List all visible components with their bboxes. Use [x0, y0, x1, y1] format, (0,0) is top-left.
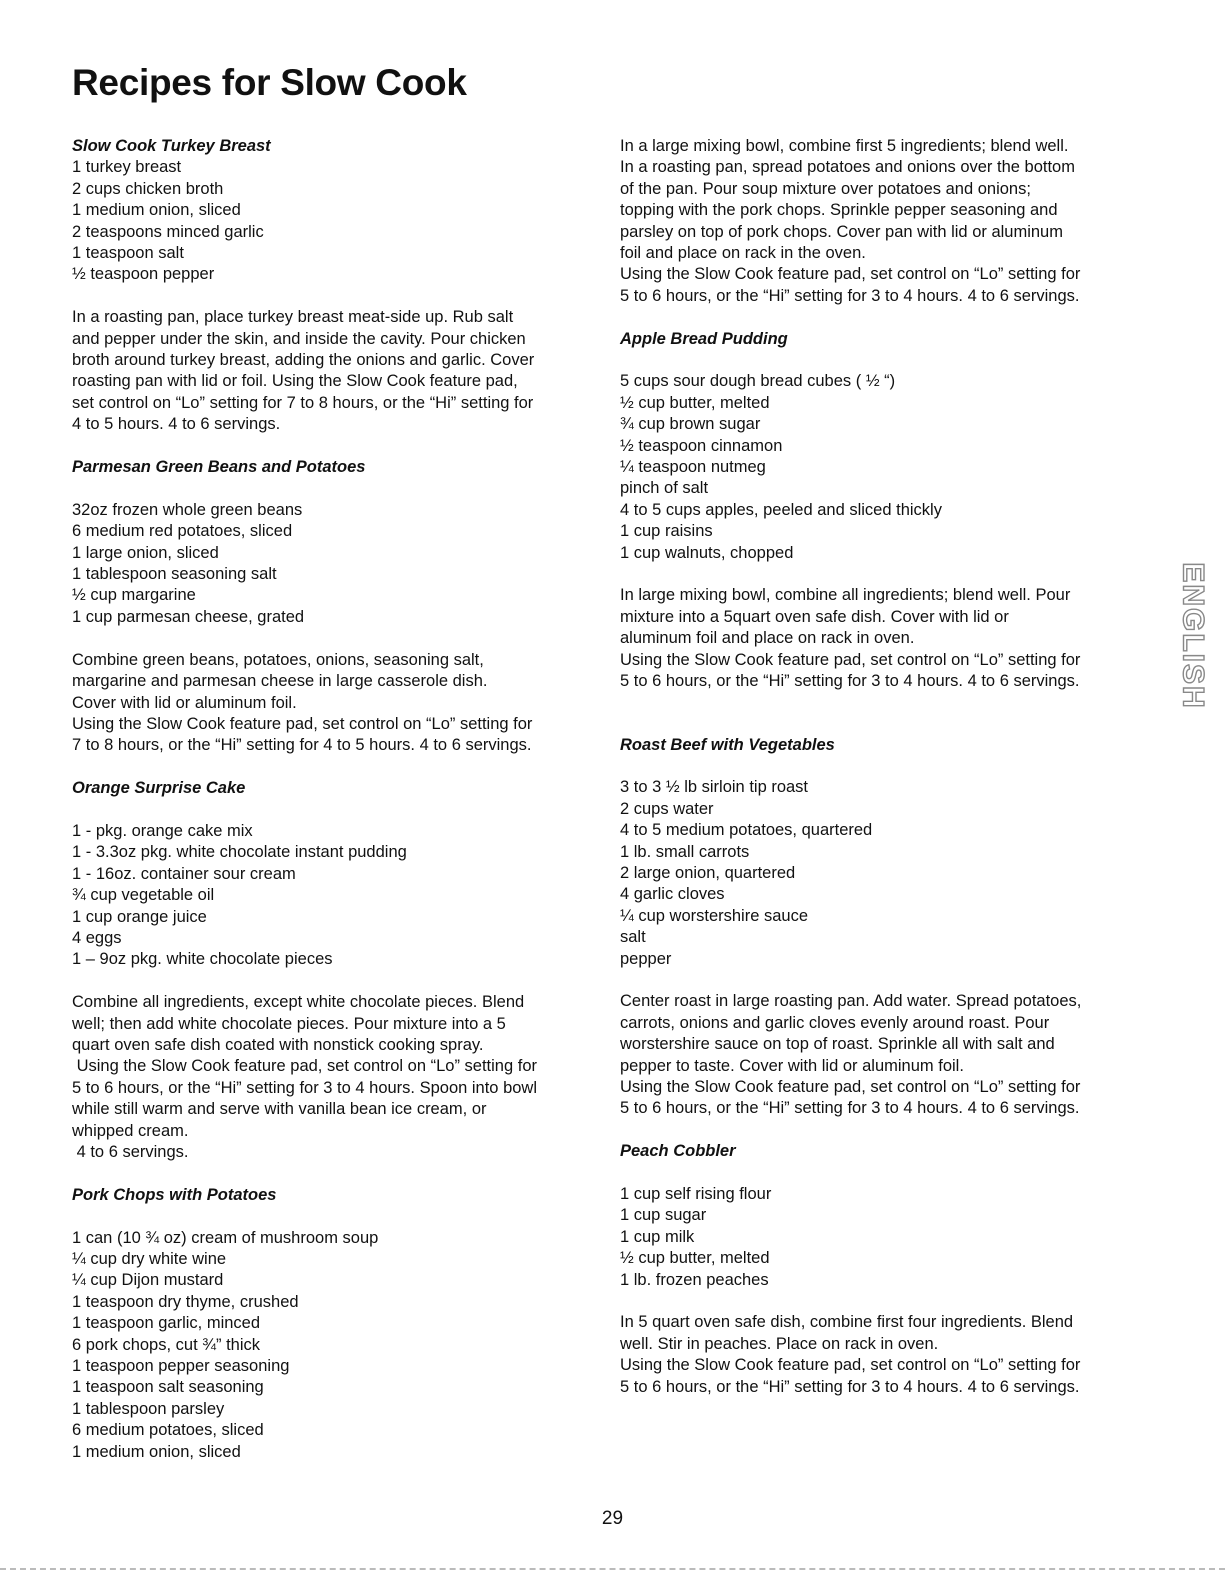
- text-line: ½ cup butter, melted: [620, 1249, 770, 1268]
- text-line: 4 to 5 hours. 4 to 6 servings.: [72, 415, 281, 434]
- text-line: 2 large onion, quartered: [620, 863, 796, 882]
- ingredients-turkey: [72, 157, 602, 285]
- text-line: 1 teaspoon dry thyme, crushed: [72, 1292, 299, 1311]
- recipe-title-orange-cake: Orange Surprise Cake: [72, 779, 246, 798]
- directions-turkey: [72, 307, 602, 435]
- text-line: ½ teaspoon pepper: [72, 265, 215, 284]
- text-line: 1 cup sugar: [620, 1206, 707, 1225]
- text-line: 7 to 8 hours, or the “Hi” setting for 4 to 5 hours. 4 to 6 servings.: [72, 736, 532, 755]
- page-number: 29: [601, 1508, 624, 1529]
- text-line: 2 cups water: [620, 799, 714, 818]
- page-title: Recipes for Slow Cook: [72, 62, 467, 103]
- ingredients-roast-beef: [620, 777, 1150, 970]
- text-line: Using the Slow Cook feature pad, set control on “Lo” setting for: [72, 1057, 537, 1076]
- recipe-title-turkey: Slow Cook Turkey Breast: [72, 137, 271, 155]
- right-column: [620, 136, 1150, 1398]
- text-line: 6 medium red potatoes, sliced: [72, 522, 293, 541]
- recipe-title-peach-cobbler: Peach Cobbler: [620, 1142, 736, 1161]
- text-line: well. Stir in peaches. Place on rack in oven.: [620, 1334, 939, 1353]
- text-line: 1 cup orange juice: [72, 907, 207, 926]
- text-line: 4 eggs: [72, 928, 122, 947]
- text-line: pepper to taste. Cover with lid or aluminum foil.: [620, 1056, 964, 1075]
- text-line: 1 lb. frozen peaches: [620, 1270, 769, 1289]
- text-line: Combine all ingredients, except white chocolate pieces. Blend: [72, 993, 525, 1012]
- text-line: Cover with lid or aluminum foil.: [72, 693, 297, 712]
- text-line: 1 - 3.3oz pkg. white chocolate instant pudding: [72, 843, 407, 862]
- bottom-divider: [0, 1568, 1225, 1570]
- text-line: 1 turkey breast: [72, 158, 182, 177]
- text-line: Combine green beans, potatoes, onions, seasoning salt,: [72, 650, 484, 669]
- text-line: 5 to 6 hours, or the “Hi” setting for 3 to 4 hours. 4 to 6 servings.: [620, 1099, 1080, 1118]
- directions-pork-chops: [620, 136, 1150, 307]
- text-line: 1 tablespoon seasoning salt: [72, 565, 277, 584]
- directions-green-beans: [72, 650, 602, 757]
- text-line: topping with the pork chops. Sprinkle pepper seasoning and: [620, 201, 1058, 220]
- text-line: Using the Slow Cook feature pad, set control on “Lo” setting for: [620, 1077, 1081, 1096]
- text-line: 1 cup self rising flour: [620, 1184, 772, 1203]
- text-line: In a roasting pan, place turkey breast meat-side up. Rub salt: [72, 308, 514, 327]
- text-line: In large mixing bowl, combine all ingredients; blend well. Pour: [620, 586, 1071, 605]
- text-line: 1 – 9oz pkg. white chocolate pieces: [72, 950, 333, 969]
- text-line: 5 to 6 hours, or the “Hi” setting for 3 to 4 hours. 4 to 6 servings.: [620, 672, 1080, 691]
- text-line: ½ teaspoon cinnamon: [620, 436, 783, 455]
- text-line: 5 cups sour dough bread cubes ( ½ “): [620, 372, 896, 391]
- text-line: ½ cup butter, melted: [620, 393, 770, 412]
- text-line: worstershire sauce on top of roast. Sprinkle all with salt and: [620, 1035, 1055, 1054]
- text-line: ¾ cup vegetable oil: [72, 886, 215, 905]
- text-line: ¼ cup worstershire sauce: [620, 906, 809, 925]
- text-line: pepper: [620, 949, 672, 968]
- text-line: Using the Slow Cook feature pad, set control on “Lo” setting for: [72, 714, 533, 733]
- text-line: 1 - pkg. orange cake mix: [72, 821, 253, 840]
- language-tab-label: ENGLISH: [1177, 562, 1211, 710]
- text-line: Using the Slow Cook feature pad, set control on “Lo” setting for: [620, 1356, 1081, 1375]
- text-line: salt: [620, 928, 646, 947]
- text-line: 1 cup parmesan cheese, grated: [72, 607, 305, 626]
- text-line: 1 lb. small carrots: [620, 842, 750, 861]
- text-line: broth around turkey breast, adding the onions and garlic. Cover: [72, 351, 535, 370]
- ingredients-orange-cake: [72, 821, 602, 971]
- text-line: 1 - 16oz. container sour cream: [72, 864, 296, 883]
- text-line: 32oz frozen whole green beans: [72, 500, 303, 519]
- text-line: margarine and parmesan cheese in large casserole dish.: [72, 672, 488, 691]
- text-line: whipped cream.: [72, 1121, 189, 1140]
- text-line: 1 cup raisins: [620, 522, 713, 541]
- ingredients-pork-chops: [72, 1228, 602, 1463]
- text-line: aluminum foil and place on rack in oven.: [620, 629, 915, 648]
- text-line: Using the Slow Cook feature pad, set control on “Lo” setting for: [620, 265, 1081, 284]
- text-line: ¼ cup Dijon mustard: [72, 1271, 224, 1290]
- recipe-title-green-beans: Parmesan Green Beans and Potatoes: [72, 458, 366, 477]
- text-line: 1 tablespoon parsley: [72, 1399, 225, 1418]
- text-line: pinch of salt: [620, 479, 709, 498]
- left-column: [72, 136, 602, 1463]
- text-line: well; then add white chocolate pieces. Pour mixture into a 5: [72, 1014, 506, 1033]
- text-line: parsley on top of pork chops. Cover pan with lid or aluminum: [620, 222, 1063, 241]
- ingredients-peach-cobbler: [620, 1184, 1150, 1291]
- text-line: 2 teaspoons minced garlic: [72, 222, 264, 241]
- text-line: 1 teaspoon salt: [72, 244, 184, 263]
- text-line: ½ cup margarine: [72, 586, 196, 605]
- text-line: while still warm and serve with vanilla bean ice cream, or: [72, 1100, 487, 1119]
- text-line: 1 can (10 ¾ oz) cream of mushroom soup: [72, 1228, 379, 1247]
- text-line: 4 to 6 servings.: [72, 1142, 189, 1161]
- text-line: 5 to 6 hours, or the “Hi” setting for 3 to 4 hours. Spoon into bowl: [72, 1078, 538, 1097]
- text-line: carrots, onions and garlic cloves evenly around roast. Pour: [620, 1013, 1050, 1032]
- text-line: 1 medium onion, sliced: [72, 1442, 241, 1461]
- text-line: of the pan. Pour soup mixture over potatoes and onions;: [620, 179, 1031, 198]
- text-line: 5 to 6 hours, or the “Hi” setting for 3 to 4 hours. 4 to 6 servings.: [620, 1377, 1080, 1396]
- directions-roast-beef: [620, 991, 1150, 1119]
- text-line: 4 to 5 medium potatoes, quartered: [620, 821, 873, 840]
- text-line: ¾ cup brown sugar: [620, 415, 761, 434]
- directions-peach-cobbler: [620, 1312, 1150, 1398]
- text-line: 6 medium potatoes, sliced: [72, 1421, 264, 1440]
- text-line: 2 cups chicken broth: [72, 179, 224, 198]
- text-line: mixture into a 5quart oven safe dish. Cover with lid or: [620, 607, 1009, 626]
- text-line: 1 cup milk: [620, 1227, 695, 1246]
- recipe-title-roast-beef: Roast Beef with Vegetables: [620, 735, 835, 754]
- recipe-title-pork-chops: Pork Chops with Potatoes: [72, 1185, 277, 1204]
- text-line: 5 to 6 hours, or the “Hi” setting for 3 to 4 hours. 4 to 6 servings.: [620, 286, 1080, 305]
- text-line: Center roast in large roasting pan. Add water. Spread potatoes,: [620, 992, 1082, 1011]
- text-line: set control on “Lo” setting for 7 to 8 hours, or the “Hi” setting for: [72, 393, 534, 412]
- text-line: In a roasting pan, spread potatoes and onions over the bottom: [620, 158, 1075, 177]
- ingredients-apple-pudding: [620, 371, 1150, 564]
- text-line: and pepper under the skin, and inside the cavity. Pour chicken: [72, 329, 526, 348]
- text-line: ¼ teaspoon nutmeg: [620, 458, 766, 477]
- text-line: 4 to 5 cups apples, peeled and sliced thickly: [620, 500, 942, 519]
- text-line: foil and place on rack in the oven.: [620, 244, 866, 263]
- text-line: 1 teaspoon salt seasoning: [72, 1378, 264, 1397]
- text-line: In 5 quart oven safe dish, combine first four ingredients. Blend: [620, 1313, 1074, 1332]
- recipe-title-apple-pudding: Apple Bread Pudding: [620, 329, 788, 348]
- text-line: 1 teaspoon garlic, minced: [72, 1314, 261, 1333]
- text-line: 1 teaspoon pepper seasoning: [72, 1357, 290, 1376]
- text-line: In a large mixing bowl, combine first 5 ingredients; blend well.: [620, 137, 1069, 155]
- text-line: quart oven safe dish coated with nonstick cooking spray.: [72, 1035, 484, 1054]
- text-line: 4 garlic cloves: [620, 885, 725, 904]
- text-line: 1 large onion, sliced: [72, 543, 219, 562]
- text-line: 6 pork chops, cut ¾” thick: [72, 1335, 261, 1354]
- text-line: 3 to 3 ½ lb sirloin tip roast: [620, 778, 809, 797]
- text-line: roasting pan with lid or foil. Using the Slow Cook feature pad,: [72, 372, 518, 391]
- language-section-tab: [1173, 562, 1213, 710]
- directions-orange-cake: [72, 992, 602, 1163]
- ingredients-green-beans: [72, 500, 602, 628]
- text-line: 1 medium onion, sliced: [72, 201, 241, 220]
- text-line: 1 cup walnuts, chopped: [620, 543, 794, 562]
- text-line: Using the Slow Cook feature pad, set control on “Lo” setting for: [620, 650, 1081, 669]
- text-line: ¼ cup dry white wine: [72, 1249, 227, 1268]
- directions-apple-pudding: [620, 585, 1150, 692]
